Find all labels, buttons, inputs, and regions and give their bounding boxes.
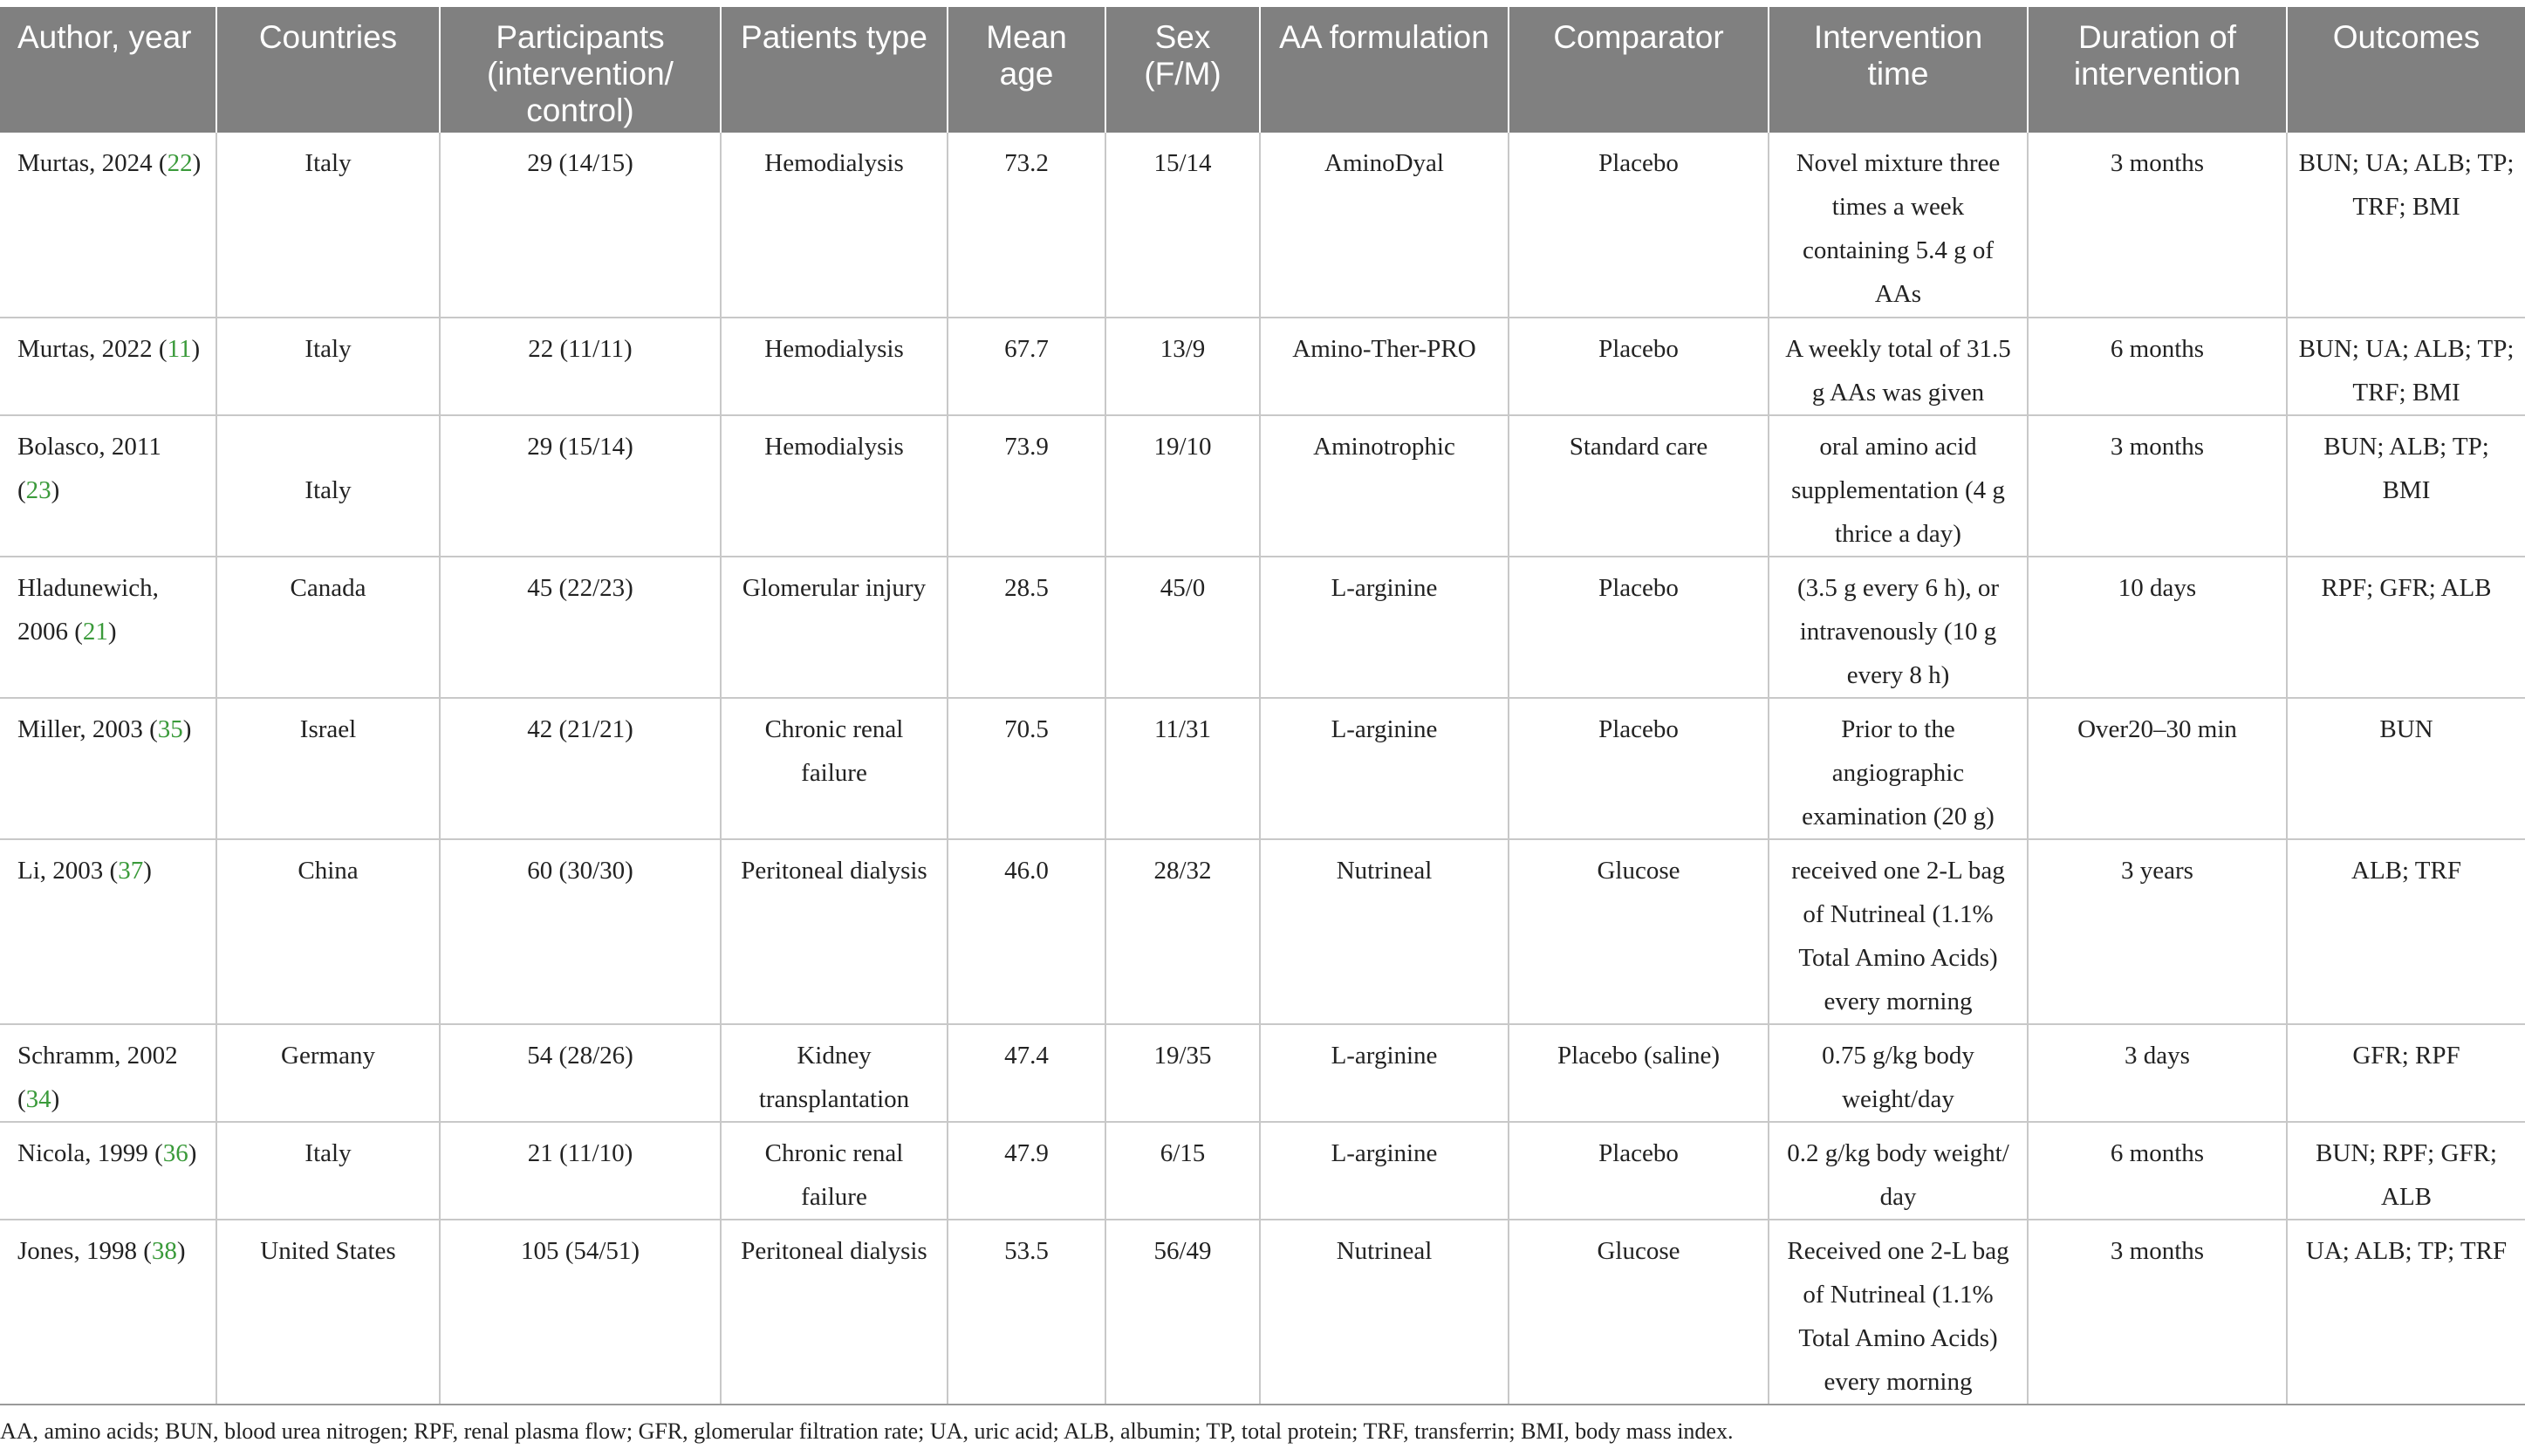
cell-duration: Over20–30 min	[2028, 698, 2287, 839]
table-row	[0, 557, 2525, 698]
cell-duration: 3 days	[2028, 1024, 2287, 1122]
cell-sex: 45/0	[1105, 557, 1260, 698]
cell-author: Jones, 1998 (38)	[0, 1220, 216, 1405]
table-row	[0, 839, 2525, 1024]
cell-duration: 6 months	[2028, 318, 2287, 415]
cell-comparator: Placebo	[1509, 1122, 1769, 1220]
author-name: Bolasco, 2011	[17, 433, 161, 461]
author-name: Schramm, 2002	[17, 1042, 178, 1070]
cell-country: Italy	[216, 133, 440, 318]
cell-comparator: Placebo	[1509, 557, 1769, 698]
cell-outcomes: ALB; TRF	[2287, 839, 2525, 1024]
cell-mean-age: 47.9	[948, 1122, 1105, 1220]
cell-comparator: Standard care	[1509, 415, 1769, 557]
cell-sex: 19/35	[1105, 1024, 1260, 1122]
cell-patients-type: Peritoneal dialysis	[721, 1220, 948, 1405]
cell-patients-type: Chronic renal failure	[721, 1122, 948, 1220]
cell-patients-type: Hemodialysis	[721, 415, 948, 557]
cell-intervention-time: oral amino acid supplementation (4 g thrice a day)	[1769, 415, 2028, 557]
cell-author: Murtas, 2022 (11)	[0, 318, 216, 415]
cell-participants: 29 (15/14)	[440, 415, 721, 557]
cell-mean-age: 73.2	[948, 133, 1105, 318]
cell-mean-age: 46.0	[948, 839, 1105, 1024]
cell-country: Israel	[216, 698, 440, 839]
cell-comparator: Placebo	[1509, 698, 1769, 839]
header-participants: Participants (intervention/ control)	[440, 7, 721, 133]
table-row	[0, 415, 2525, 557]
header-aa-formulation: AA formulation	[1260, 7, 1509, 133]
cell-country: Italy	[216, 1122, 440, 1220]
cell-intervention-time: Prior to the angiographic examination (20 g)	[1769, 698, 2028, 839]
cell-formulation: Nutrineal	[1260, 839, 1509, 1024]
reference-link[interactable]: 36	[162, 1139, 188, 1167]
cell-mean-age: 67.7	[948, 318, 1105, 415]
cell-patients-type: Peritoneal dialysis	[721, 839, 948, 1024]
table-body	[0, 133, 2525, 1405]
reference-link[interactable]: 11	[167, 335, 192, 363]
cell-sex: 11/31	[1105, 698, 1260, 839]
cell-outcomes: BUN	[2287, 698, 2525, 839]
cell-author: Murtas, 2024 (22)	[0, 133, 216, 318]
cell-mean-age: 28.5	[948, 557, 1105, 698]
table-row	[0, 318, 2525, 415]
study-characteristics-table	[0, 7, 2525, 1405]
cell-intervention-time: Received one 2-L bag of Nutrineal (1.1% Total Amino Acids) every morning	[1769, 1220, 2028, 1405]
header-mean-age: Mean age	[948, 7, 1105, 133]
cell-patients-type: Chronic renal failure	[721, 698, 948, 839]
cell-intervention-time: (3.5 g every 6 h), or intravenously (10 g every 8 h)	[1769, 557, 2028, 698]
author-name: Li, 2003	[17, 857, 104, 885]
cell-mean-age: 53.5	[948, 1220, 1105, 1405]
cell-comparator: Glucose	[1509, 839, 1769, 1024]
cell-intervention-time: 0.75 g/kg body weight/day	[1769, 1024, 2028, 1122]
reference-link[interactable]: 21	[82, 618, 108, 646]
header-outcomes: Outcomes	[2287, 7, 2525, 133]
cell-duration: 10 days	[2028, 557, 2287, 698]
cell-participants: 22 (11/11)	[440, 318, 721, 415]
cell-comparator: Glucose	[1509, 1220, 1769, 1405]
cell-formulation: Nutrineal	[1260, 1220, 1509, 1405]
cell-outcomes: BUN; ALB; TP; BMI	[2287, 415, 2525, 557]
cell-outcomes: GFR; RPF	[2287, 1024, 2525, 1122]
header-author-year: Author, year	[0, 7, 216, 133]
cell-participants: 54 (28/26)	[440, 1024, 721, 1122]
author-name: Hladunewich, 2006	[17, 574, 159, 646]
cell-country: Italy	[216, 415, 440, 557]
cell-author: Bolasco, 2011 (23)	[0, 415, 216, 557]
cell-comparator: Placebo	[1509, 318, 1769, 415]
cell-duration: 3 months	[2028, 415, 2287, 557]
cell-outcomes: RPF; GFR; ALB	[2287, 557, 2525, 698]
cell-intervention-time: A weekly total of 31.5 g AAs was given	[1769, 318, 2028, 415]
cell-formulation: L-arginine	[1260, 1024, 1509, 1122]
cell-outcomes: BUN; UA; ALB; TP; TRF; BMI	[2287, 133, 2525, 318]
author-name: Miller, 2003	[17, 715, 143, 743]
author-name: Murtas, 2022	[17, 335, 153, 363]
header-row	[0, 7, 2525, 133]
author-name: Murtas, 2024	[17, 149, 153, 177]
cell-patients-type: Hemodialysis	[721, 133, 948, 318]
cell-formulation: Aminotrophic	[1260, 415, 1509, 557]
cell-author: Miller, 2003 (35)	[0, 698, 216, 839]
cell-participants: 45 (22/23)	[440, 557, 721, 698]
cell-outcomes: BUN; UA; ALB; TP; TRF; BMI	[2287, 318, 2525, 415]
cell-duration: 3 years	[2028, 839, 2287, 1024]
header-countries: Countries	[216, 7, 440, 133]
cell-outcomes: UA; ALB; TP; TRF	[2287, 1220, 2525, 1405]
cell-author: Nicola, 1999 (36)	[0, 1122, 216, 1220]
cell-participants: 105 (54/51)	[440, 1220, 721, 1405]
table-row	[0, 1220, 2525, 1405]
cell-country: Germany	[216, 1024, 440, 1122]
table-row	[0, 1122, 2525, 1220]
reference-link[interactable]: 23	[25, 476, 51, 504]
table-row	[0, 1024, 2525, 1122]
cell-country: United States	[216, 1220, 440, 1405]
header-duration: Duration of intervention	[2028, 7, 2287, 133]
table-footnote: AA, amino acids; BUN, blood urea nitrogen; RPF, renal plasma flow; GFR, glomerular filtration rate; UA, uric acid; ALB, albumin; TP, total protein; TRF, transferrin; BMI, body mass index.	[0, 1418, 1734, 1444]
cell-country: China	[216, 839, 440, 1024]
reference-link[interactable]: 38	[151, 1237, 177, 1265]
cell-mean-age: 47.4	[948, 1024, 1105, 1122]
cell-comparator: Placebo	[1509, 133, 1769, 318]
cell-intervention-time: 0.2 g/kg body weight/ day	[1769, 1122, 2028, 1220]
cell-intervention-time: received one 2-L bag of Nutrineal (1.1% Total Amino Acids) every morning	[1769, 839, 2028, 1024]
cell-patients-type: Hemodialysis	[721, 318, 948, 415]
table-row	[0, 133, 2525, 318]
author-name: Jones, 1998	[17, 1237, 137, 1265]
cell-author: Li, 2003 (37)	[0, 839, 216, 1024]
cell-sex: 6/15	[1105, 1122, 1260, 1220]
author-name: Nicola, 1999	[17, 1139, 148, 1167]
header-intervention-time: Intervention time	[1769, 7, 2028, 133]
cell-intervention-time: Novel mixture three times a week containing 5.4 g of AAs	[1769, 133, 2028, 318]
cell-formulation: L-arginine	[1260, 557, 1509, 698]
cell-sex: 56/49	[1105, 1220, 1260, 1405]
header-patients-type: Patients type	[721, 7, 948, 133]
cell-patients-type: Glomerular injury	[721, 557, 948, 698]
cell-participants: 42 (21/21)	[440, 698, 721, 839]
reference-link[interactable]: 34	[25, 1085, 51, 1113]
cell-mean-age: 70.5	[948, 698, 1105, 839]
cell-participants: 29 (14/15)	[440, 133, 721, 318]
cell-country: Italy	[216, 318, 440, 415]
cell-outcomes: BUN; RPF; GFR; ALB	[2287, 1122, 2525, 1220]
cell-formulation: L-arginine	[1260, 1122, 1509, 1220]
cell-formulation: AminoDyal	[1260, 133, 1509, 318]
reference-link[interactable]: 37	[118, 857, 144, 885]
cell-sex: 13/9	[1105, 318, 1260, 415]
cell-author: Schramm, 2002 (34)	[0, 1024, 216, 1122]
cell-participants: 21 (11/10)	[440, 1122, 721, 1220]
reference-link[interactable]: 35	[157, 715, 183, 743]
header-comparator: Comparator	[1509, 7, 1769, 133]
header-sex: Sex (F/M)	[1105, 7, 1260, 133]
cell-comparator: Placebo (saline)	[1509, 1024, 1769, 1122]
cell-sex: 28/32	[1105, 839, 1260, 1024]
table-row	[0, 698, 2525, 839]
cell-formulation: L-arginine	[1260, 698, 1509, 839]
cell-patients-type: Kidney transplantation	[721, 1024, 948, 1122]
cell-country: Canada	[216, 557, 440, 698]
reference-link[interactable]: 22	[167, 149, 193, 177]
cell-participants: 60 (30/30)	[440, 839, 721, 1024]
cell-formulation: Amino-Ther-PRO	[1260, 318, 1509, 415]
cell-sex: 19/10	[1105, 415, 1260, 557]
cell-duration: 3 months	[2028, 133, 2287, 318]
cell-author: Hladunewich, 2006 (21)	[0, 557, 216, 698]
cell-mean-age: 73.9	[948, 415, 1105, 557]
cell-duration: 3 months	[2028, 1220, 2287, 1405]
cell-sex: 15/14	[1105, 133, 1260, 318]
cell-duration: 6 months	[2028, 1122, 2287, 1220]
